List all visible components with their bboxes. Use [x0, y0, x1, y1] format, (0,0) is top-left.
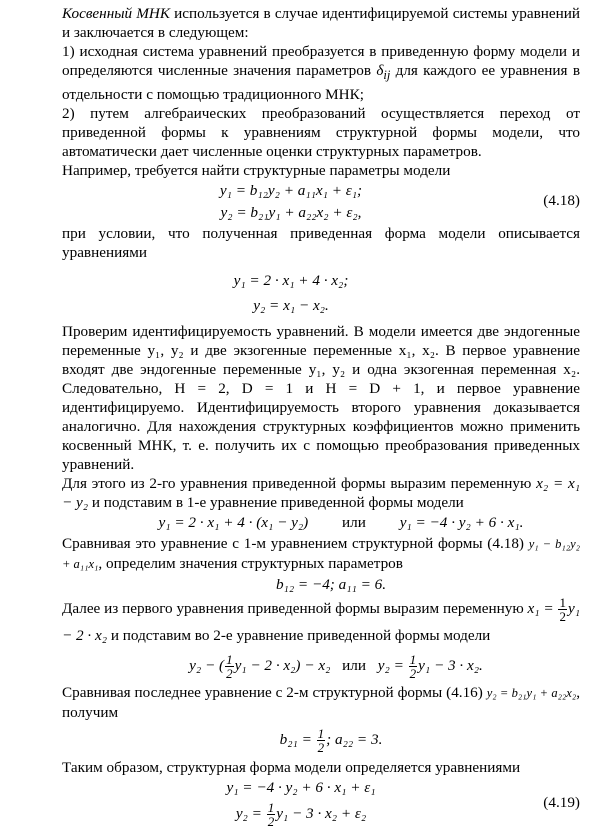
equation-params-1: b₁₂ = −4; a₁₁ = 6. [275, 576, 387, 594]
fraction-numerator: 1 [317, 726, 325, 742]
compare-2-text-a: Сравнивая последнее уравнение с 2-м структурной формы (4.16) [62, 684, 487, 702]
paragraph-compare-1 [62, 534, 580, 574]
equation-4-19-line-1: y₁ = −4 · y₂ + 6 · x₁ + ε₁ [226, 779, 376, 797]
fraction-numerator: 1 [267, 800, 275, 816]
fraction-denominator: 2 [317, 740, 325, 756]
fraction-one-half-3 [409, 653, 418, 680]
delta-subscript: ij [383, 68, 391, 83]
paragraph-compare-2 [62, 683, 580, 722]
delta-symbol: δ [376, 62, 384, 79]
eq-4-19-line-2-rhs: y₁ − 3 · x₂ + ε₂ [276, 805, 367, 823]
y2-sub-right-b: y₁ − 3 · x₂. [418, 657, 483, 675]
fraction-numerator: 1 [559, 595, 566, 611]
express-x2-text-b: и подставим в 1-е уравнение приведенной формы модели [88, 494, 464, 512]
word-or-1: или [342, 514, 366, 532]
fraction-denominator: 2 [559, 609, 566, 625]
fraction-numerator: 1 [409, 652, 417, 668]
equation-4-19-line-2 [62, 799, 580, 829]
param-a22: ; a₂₂ = 3. [326, 731, 383, 749]
y2-sub-left-b: y₁ − 2 · x₂) − x₂ [234, 657, 331, 675]
equation-4-18-line-1: y₁ = b₁₂y₂ + a₁₁x₁ + ε₁; [219, 182, 363, 200]
substitution-right: y₁ = −4 · y₂ + 6 · x₁. [399, 514, 524, 532]
paragraph-step-1 [62, 42, 580, 104]
eq-4-19-line-2-lhs: y₂ = [235, 805, 266, 823]
paragraph-express-x1 [62, 596, 580, 649]
fraction-denominator: 2 [226, 666, 233, 682]
fraction-one-half-2 [225, 653, 234, 680]
fraction-one-half-1 [558, 596, 567, 623]
compare-1-text-a: Сравнивая это уравнение с 1-м уравнением структурной формы (4.18) [62, 535, 529, 553]
inline-eq-structural-2: y₂ = b₂₁y₁ + a₂₂x₂ [486, 686, 577, 701]
reduced-equation-1: y₁ = 2 · x₁ + 4 · x₂; [233, 272, 349, 290]
fraction-denominator: 2 [267, 814, 275, 830]
paragraph-example: Например, требуется найти структурные параметры модели [62, 162, 451, 180]
equation-number-4-19: (4.19) [543, 794, 580, 812]
word-or-2: или [342, 657, 366, 675]
paragraph-identifiability: Проверим идентифицируемость уравнений. В модели имеется две эндогенные переменные y₁, y₂ и две экзогенные переменные x₁, x₂. В первое уравнение входят две эндогенные переменные y₁, y₂ и одна экзогенная переменная x₂. Следовательно, H = 2, D = 1 и H = D + 1, и первое уравнение идентифицируемо. Идентифицируемость второго уравнения доказывается аналогично. Для нахождения структурных коэффициентов можно применить косвенный МНК, т. е. получить их с помощью преобразования приведенных уравнений. [62, 323, 580, 474]
equation-4-18-line-2: y₂ = b₂₁y₁ + a₂₂x₂ + ε₂, [220, 204, 362, 222]
fraction-one-half-5 [267, 801, 276, 828]
express-x2-text-a: Для этого из 2-го уравнения приведенной формы выразим переменную [62, 475, 537, 493]
inline-eq-x1-lhs: x₁ = [527, 600, 558, 618]
paragraph-condition: при условии, что полученная приведенная форма модели описывается уравнениями [62, 225, 580, 262]
equation-substitution [62, 512, 580, 534]
reduced-equation-2: y₂ = x₁ − x₂. [253, 297, 329, 315]
y2-sub-right-a: y₂ = [377, 657, 408, 675]
express-x1-text-a: Далее из первого уравнения приведенной формы выразим переменную [62, 600, 528, 618]
substitution-left: y₁ = 2 · x₁ + 4 · (x₁ − y₂) [158, 514, 309, 532]
inline-eq-structural-1: y₁ − b₁₂y₂ + a₁₁x₁ [62, 537, 580, 572]
express-x1-text-b: и подставим во 2-е уравнение приведенной формы модели [107, 627, 491, 645]
fraction-one-half-4 [317, 727, 326, 754]
paragraph-step-2: 2) путем алгебраических преобразований осуществляется переход от приведенной формы к уравнениям структурной формы модели, что автоматически дает численные оценки структурных параметров. [62, 105, 580, 161]
param-b21: b₂₁ = [279, 731, 316, 749]
compare-2-text-b: , получим [62, 684, 580, 722]
fraction-numerator: 1 [226, 652, 233, 668]
equation-y2-substitution [62, 649, 580, 683]
fraction-denominator: 2 [409, 666, 417, 682]
term-indirect-ols: Косвенный МНК [62, 5, 170, 22]
paragraph-conclusion: Таким образом, структурная форма модели определяется уравнениями [62, 759, 521, 777]
equation-block-4-19 [62, 777, 580, 833]
paragraph-intro-text: используется в случае идентифицируемой системы уравнений и заключается в следующем: [62, 5, 580, 41]
equation-block-reduced [62, 268, 580, 318]
compare-1-text-b: , определим значения структурных параметров [98, 555, 403, 573]
inline-eq-x1-rhs: y₁ − 2 · x₂ [62, 600, 580, 645]
y2-sub-left-a: y₂ − ( [189, 657, 225, 675]
equation-block-4-18 [62, 180, 580, 224]
paragraph-express-x2 [62, 474, 580, 512]
paragraph-intro [62, 4, 580, 42]
step-1-text-a: 1) исходная система уравнений преобразуется в приведенную форму модели и определяются численные значения параметров [62, 43, 580, 79]
inline-eq-x2: x₂ = x₁ − y₂ [62, 475, 580, 512]
step-1-text-b: для каждого ее уравнения в отдельности с помощью традиционного МНК; [62, 62, 580, 104]
equation-number-4-18: (4.18) [543, 192, 580, 210]
equation-params-2 [62, 722, 580, 758]
